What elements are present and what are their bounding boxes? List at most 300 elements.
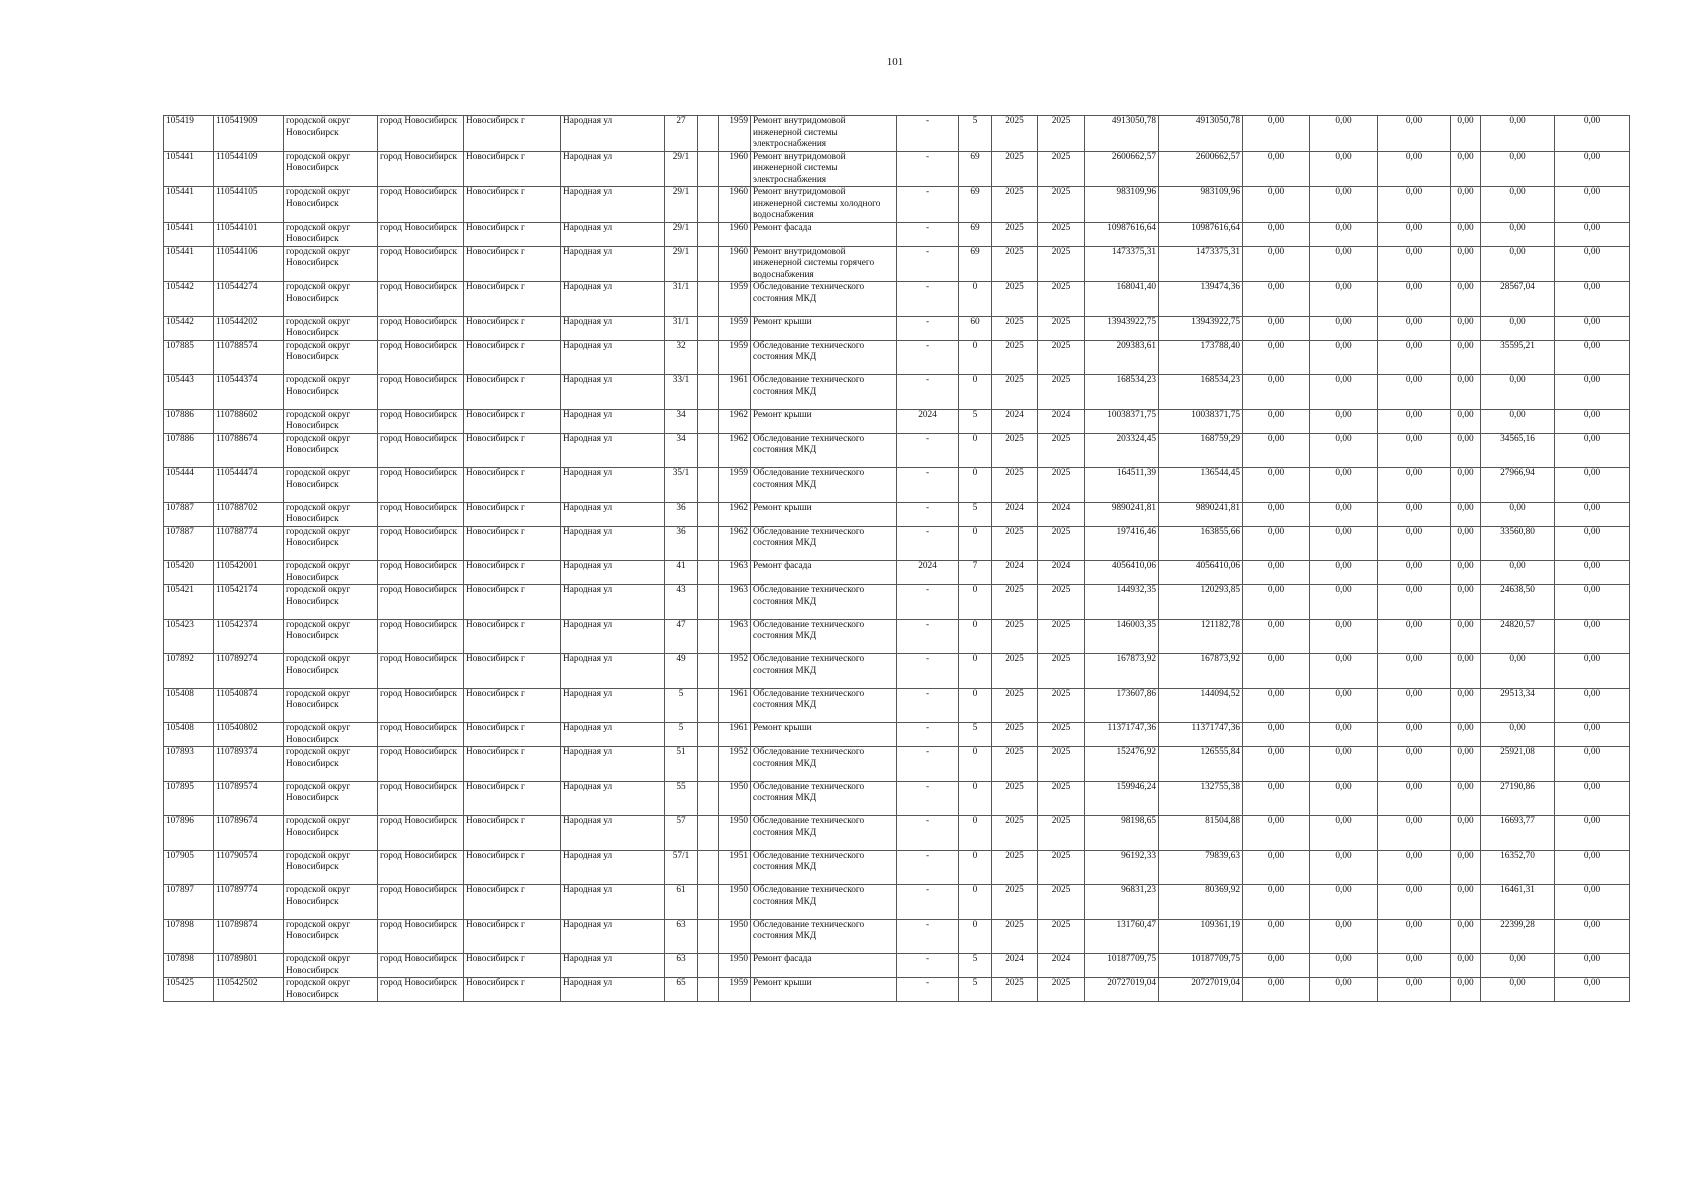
cell-amount-4: 0,00 [1451, 340, 1481, 375]
cell-amount-1: 0,00 [1243, 723, 1310, 747]
cell-amount-5: 34565,16 [1481, 433, 1555, 468]
cell-amount-5: 24820,57 [1481, 619, 1555, 654]
cell-fund-cost: 4056410,06 [1159, 561, 1243, 585]
cell-amount-5: 0,00 [1481, 187, 1555, 223]
cell-letter [698, 502, 719, 526]
cell-plan-to: 2025 [1038, 585, 1085, 620]
cell-amount-3: 0,00 [1378, 502, 1451, 526]
cell-amount-3: 0,00 [1378, 116, 1451, 152]
cell-settlement: город Новосибирск [378, 526, 464, 561]
cell-total-cost: 983109,96 [1085, 187, 1159, 223]
cell-district: городской округ Новосибирск [284, 781, 378, 816]
cell-district: городской округ Новосибирск [284, 151, 378, 187]
cell-settlement: город Новосибирск [378, 282, 464, 317]
cell-work-code: 110788574 [214, 340, 284, 375]
cell-amount-1: 0,00 [1243, 246, 1310, 282]
cell-build-year: 1962 [719, 526, 751, 561]
cell-plan-to: 2025 [1038, 116, 1085, 152]
cell-settlement: город Новосибирск [378, 246, 464, 282]
cell-house: 36 [665, 502, 698, 526]
cell-amount-3: 0,00 [1378, 688, 1451, 723]
table-row [164, 246, 1630, 282]
table-row [164, 688, 1630, 723]
cell-work-type: Обследование технического состояния МКД [751, 468, 897, 503]
cell-amount-2: 0,00 [1310, 151, 1378, 187]
cell-amount-1: 0,00 [1243, 747, 1310, 782]
cell-build-year: 1950 [719, 781, 751, 816]
cell-work-type: Ремонт внутридомовой инженерной системы холодного водоснабжения [751, 187, 897, 223]
cell-plan-to: 2025 [1038, 919, 1085, 954]
cell-prev-year: - [897, 723, 959, 747]
cell-work-type: Обследование технического состояния МКД [751, 850, 897, 885]
cell-amount-6: 0,00 [1555, 151, 1630, 187]
cell-amount-1: 0,00 [1243, 187, 1310, 223]
cell-wear: 0 [959, 919, 992, 954]
cell-work-type: Обследование технического состояния МКД [751, 619, 897, 654]
cell-settlement: город Новосибирск [378, 340, 464, 375]
cell-prev-year: - [897, 688, 959, 723]
cell-fund-cost: 126555,84 [1159, 747, 1243, 782]
cell-amount-5: 0,00 [1481, 723, 1555, 747]
cell-district: городской округ Новосибирск [284, 246, 378, 282]
cell-build-year: 1950 [719, 954, 751, 978]
cell-amount-3: 0,00 [1378, 409, 1451, 433]
cell-amount-5: 0,00 [1481, 654, 1555, 689]
cell-plan-to: 2025 [1038, 151, 1085, 187]
cell-fund-cost: 79839,63 [1159, 850, 1243, 885]
cell-prev-year: - [897, 468, 959, 503]
cell-amount-1: 0,00 [1243, 850, 1310, 885]
cell-city: Новосибирск г [464, 654, 561, 689]
cell-amount-2: 0,00 [1310, 954, 1378, 978]
cell-work-code: 110788602 [214, 409, 284, 433]
cell-district: городской округ Новосибирск [284, 502, 378, 526]
cell-work-code: 110789801 [214, 954, 284, 978]
cell-amount-6: 0,00 [1555, 816, 1630, 851]
cell-work-type: Обследование технического состояния МКД [751, 375, 897, 410]
cell-amount-2: 0,00 [1310, 723, 1378, 747]
cell-amount-3: 0,00 [1378, 954, 1451, 978]
cell-build-year: 1961 [719, 375, 751, 410]
cell-district: городской округ Новосибирск [284, 526, 378, 561]
cell-total-cost: 167873,92 [1085, 654, 1159, 689]
cell-district: городской округ Новосибирск [284, 340, 378, 375]
cell-city: Новосибирск г [464, 316, 561, 340]
cell-fund-cost: 10187709,75 [1159, 954, 1243, 978]
cell-work-code: 110544106 [214, 246, 284, 282]
cell-work-type: Ремонт внутридомовой инженерной системы электроснабжения [751, 116, 897, 152]
cell-prev-year: - [897, 433, 959, 468]
cell-fund-cost: 168759,29 [1159, 433, 1243, 468]
cell-district: городской округ Новосибирск [284, 375, 378, 410]
cell-street: Народная ул [561, 246, 665, 282]
cell-house: 55 [665, 781, 698, 816]
cell-district: городской округ Новосибирск [284, 885, 378, 920]
cell-build-year: 1950 [719, 919, 751, 954]
cell-total-cost: 4913050,78 [1085, 116, 1159, 152]
table-row [164, 375, 1630, 410]
cell-district: городской округ Новосибирск [284, 978, 378, 1002]
cell-build-year: 1952 [719, 747, 751, 782]
cell-house: 61 [665, 885, 698, 920]
cell-prev-year: - [897, 116, 959, 152]
cell-amount-5: 0,00 [1481, 316, 1555, 340]
cell-settlement: город Новосибирск [378, 151, 464, 187]
cell-amount-2: 0,00 [1310, 468, 1378, 503]
cell-amount-5: 27966,94 [1481, 468, 1555, 503]
cell-total-cost: 9890241,81 [1085, 502, 1159, 526]
cell-amount-4: 0,00 [1451, 116, 1481, 152]
cell-amount-3: 0,00 [1378, 619, 1451, 654]
cell-letter [698, 561, 719, 585]
table-row [164, 433, 1630, 468]
cell-amount-3: 0,00 [1378, 526, 1451, 561]
cell-total-cost: 13943922,75 [1085, 316, 1159, 340]
cell-amount-3: 0,00 [1378, 654, 1451, 689]
cell-amount-6: 0,00 [1555, 468, 1630, 503]
cell-fund-cost: 139474,36 [1159, 282, 1243, 317]
cell-object-id: 105419 [164, 116, 214, 152]
cell-amount-3: 0,00 [1378, 316, 1451, 340]
cell-prev-year: - [897, 954, 959, 978]
cell-amount-5: 35595,21 [1481, 340, 1555, 375]
cell-house: 35/1 [665, 468, 698, 503]
cell-street: Народная ул [561, 781, 665, 816]
cell-city: Новосибирск г [464, 409, 561, 433]
cell-amount-2: 0,00 [1310, 502, 1378, 526]
cell-amount-4: 0,00 [1451, 747, 1481, 782]
cell-total-cost: 152476,92 [1085, 747, 1159, 782]
cell-plan-to: 2025 [1038, 433, 1085, 468]
cell-build-year: 1959 [719, 978, 751, 1002]
cell-wear: 0 [959, 282, 992, 317]
cell-amount-3: 0,00 [1378, 222, 1451, 246]
cell-work-code: 110544101 [214, 222, 284, 246]
cell-city: Новосибирск г [464, 187, 561, 223]
table-row [164, 316, 1630, 340]
cell-amount-1: 0,00 [1243, 502, 1310, 526]
cell-amount-2: 0,00 [1310, 850, 1378, 885]
cell-house: 5 [665, 688, 698, 723]
cell-wear: 0 [959, 375, 992, 410]
cell-street: Народная ул [561, 340, 665, 375]
cell-plan-to: 2025 [1038, 850, 1085, 885]
cell-fund-cost: 9890241,81 [1159, 502, 1243, 526]
cell-street: Народная ул [561, 816, 665, 851]
cell-amount-1: 0,00 [1243, 619, 1310, 654]
cell-amount-6: 0,00 [1555, 433, 1630, 468]
cell-district: городской округ Новосибирск [284, 187, 378, 223]
cell-city: Новосибирск г [464, 723, 561, 747]
cell-work-code: 110788674 [214, 433, 284, 468]
cell-total-cost: 197416,46 [1085, 526, 1159, 561]
cell-plan-from: 2025 [992, 688, 1038, 723]
cell-city: Новосибирск г [464, 781, 561, 816]
cell-amount-5: 16352,70 [1481, 850, 1555, 885]
cell-letter [698, 222, 719, 246]
cell-work-type: Обследование технического состояния МКД [751, 282, 897, 317]
cell-wear: 0 [959, 585, 992, 620]
cell-plan-to: 2024 [1038, 954, 1085, 978]
cell-amount-4: 0,00 [1451, 954, 1481, 978]
cell-amount-2: 0,00 [1310, 526, 1378, 561]
cell-settlement: город Новосибирск [378, 654, 464, 689]
cell-district: городской округ Новосибирск [284, 688, 378, 723]
cell-plan-to: 2025 [1038, 282, 1085, 317]
cell-amount-4: 0,00 [1451, 409, 1481, 433]
cell-amount-1: 0,00 [1243, 375, 1310, 410]
cell-house: 65 [665, 978, 698, 1002]
cell-amount-5: 0,00 [1481, 954, 1555, 978]
cell-amount-5: 29513,34 [1481, 688, 1555, 723]
cell-plan-to: 2025 [1038, 619, 1085, 654]
cell-district: городской округ Новосибирск [284, 409, 378, 433]
cell-build-year: 1963 [719, 585, 751, 620]
cell-amount-2: 0,00 [1310, 116, 1378, 152]
cell-amount-1: 0,00 [1243, 954, 1310, 978]
cell-plan-from: 2024 [992, 954, 1038, 978]
cell-settlement: город Новосибирск [378, 850, 464, 885]
cell-fund-cost: 121182,78 [1159, 619, 1243, 654]
cell-amount-5: 22399,28 [1481, 919, 1555, 954]
cell-street: Народная ул [561, 954, 665, 978]
table-row [164, 654, 1630, 689]
cell-plan-to: 2025 [1038, 375, 1085, 410]
cell-city: Новосибирск г [464, 585, 561, 620]
cell-street: Народная ул [561, 619, 665, 654]
cell-amount-4: 0,00 [1451, 688, 1481, 723]
cell-prev-year: 2024 [897, 409, 959, 433]
cell-letter [698, 885, 719, 920]
cell-total-cost: 96192,33 [1085, 850, 1159, 885]
cell-street: Народная ул [561, 850, 665, 885]
table-row [164, 850, 1630, 885]
cell-street: Народная ул [561, 919, 665, 954]
cell-street: Народная ул [561, 747, 665, 782]
cell-amount-6: 0,00 [1555, 116, 1630, 152]
cell-wear: 5 [959, 502, 992, 526]
cell-wear: 5 [959, 409, 992, 433]
cell-letter [698, 850, 719, 885]
cell-plan-from: 2025 [992, 222, 1038, 246]
cell-amount-2: 0,00 [1310, 375, 1378, 410]
table-row [164, 116, 1630, 152]
cell-amount-4: 0,00 [1451, 468, 1481, 503]
cell-work-code: 110789874 [214, 919, 284, 954]
cell-plan-from: 2025 [992, 116, 1038, 152]
table-row [164, 502, 1630, 526]
cell-letter [698, 116, 719, 152]
cell-house: 33/1 [665, 375, 698, 410]
cell-amount-1: 0,00 [1243, 282, 1310, 317]
cell-total-cost: 131760,47 [1085, 919, 1159, 954]
cell-amount-1: 0,00 [1243, 409, 1310, 433]
cell-object-id: 105441 [164, 151, 214, 187]
cell-amount-2: 0,00 [1310, 561, 1378, 585]
cell-street: Народная ул [561, 468, 665, 503]
cell-work-type: Ремонт внутридомовой инженерной системы горячего водоснабжения [751, 246, 897, 282]
cell-plan-from: 2024 [992, 561, 1038, 585]
cell-house: 5 [665, 723, 698, 747]
cell-city: Новосибирск г [464, 619, 561, 654]
cell-wear: 0 [959, 850, 992, 885]
cell-total-cost: 4056410,06 [1085, 561, 1159, 585]
cell-object-id: 107887 [164, 502, 214, 526]
cell-settlement: город Новосибирск [378, 747, 464, 782]
cell-work-type: Ремонт внутридомовой инженерной системы электроснабжения [751, 151, 897, 187]
cell-object-id: 107897 [164, 885, 214, 920]
cell-fund-cost: 144094,52 [1159, 688, 1243, 723]
cell-prev-year: - [897, 585, 959, 620]
cell-settlement: город Новосибирск [378, 919, 464, 954]
cell-build-year: 1961 [719, 688, 751, 723]
cell-work-type: Обследование технического состояния МКД [751, 919, 897, 954]
cell-amount-4: 0,00 [1451, 222, 1481, 246]
table-row [164, 468, 1630, 503]
cell-city: Новосибирск г [464, 116, 561, 152]
cell-total-cost: 146003,35 [1085, 619, 1159, 654]
table-row [164, 816, 1630, 851]
cell-work-type: Ремонт крыши [751, 316, 897, 340]
cell-build-year: 1951 [719, 850, 751, 885]
cell-plan-from: 2025 [992, 816, 1038, 851]
cell-amount-4: 0,00 [1451, 850, 1481, 885]
cell-total-cost: 203324,45 [1085, 433, 1159, 468]
cell-work-type: Ремонт крыши [751, 502, 897, 526]
cell-city: Новосибирск г [464, 850, 561, 885]
cell-plan-from: 2025 [992, 747, 1038, 782]
table-row [164, 526, 1630, 561]
cell-total-cost: 10038371,75 [1085, 409, 1159, 433]
cell-plan-from: 2025 [992, 850, 1038, 885]
cell-plan-to: 2025 [1038, 978, 1085, 1002]
table-row [164, 340, 1630, 375]
cell-prev-year: - [897, 747, 959, 782]
cell-district: городской округ Новосибирск [284, 316, 378, 340]
cell-fund-cost: 11371747,36 [1159, 723, 1243, 747]
cell-wear: 0 [959, 340, 992, 375]
cell-amount-4: 0,00 [1451, 619, 1481, 654]
cell-letter [698, 585, 719, 620]
cell-work-code: 110541909 [214, 116, 284, 152]
cell-prev-year: - [897, 151, 959, 187]
cell-settlement: город Новосибирск [378, 954, 464, 978]
cell-object-id: 105441 [164, 187, 214, 223]
cell-build-year: 1950 [719, 816, 751, 851]
cell-build-year: 1963 [719, 561, 751, 585]
cell-amount-4: 0,00 [1451, 246, 1481, 282]
cell-total-cost: 11371747,36 [1085, 723, 1159, 747]
cell-letter [698, 816, 719, 851]
cell-amount-3: 0,00 [1378, 561, 1451, 585]
cell-letter [698, 747, 719, 782]
cell-amount-4: 0,00 [1451, 585, 1481, 620]
cell-wear: 7 [959, 561, 992, 585]
cell-prev-year: - [897, 340, 959, 375]
cell-letter [698, 375, 719, 410]
cell-amount-6: 0,00 [1555, 502, 1630, 526]
cell-city: Новосибирск г [464, 885, 561, 920]
cell-prev-year: - [897, 619, 959, 654]
cell-amount-6: 0,00 [1555, 246, 1630, 282]
cell-street: Народная ул [561, 585, 665, 620]
cell-city: Новосибирск г [464, 816, 561, 851]
cell-plan-to: 2025 [1038, 468, 1085, 503]
cell-prev-year: 2024 [897, 561, 959, 585]
cell-work-code: 110544202 [214, 316, 284, 340]
cell-total-cost: 168041,40 [1085, 282, 1159, 317]
cell-amount-5: 24638,50 [1481, 585, 1555, 620]
cell-amount-1: 0,00 [1243, 688, 1310, 723]
cell-house: 43 [665, 585, 698, 620]
cell-letter [698, 619, 719, 654]
cell-amount-4: 0,00 [1451, 654, 1481, 689]
cell-work-code: 110544374 [214, 375, 284, 410]
cell-street: Народная ул [561, 151, 665, 187]
cell-plan-from: 2025 [992, 468, 1038, 503]
cell-work-type: Ремонт фасада [751, 222, 897, 246]
cell-house: 51 [665, 747, 698, 782]
cell-amount-5: 0,00 [1481, 978, 1555, 1002]
cell-amount-6: 0,00 [1555, 978, 1630, 1002]
cell-prev-year: - [897, 978, 959, 1002]
cell-amount-3: 0,00 [1378, 187, 1451, 223]
cell-build-year: 1960 [719, 151, 751, 187]
cell-amount-2: 0,00 [1310, 316, 1378, 340]
cell-amount-5: 25921,08 [1481, 747, 1555, 782]
cell-settlement: город Новосибирск [378, 723, 464, 747]
cell-amount-6: 0,00 [1555, 340, 1630, 375]
cell-amount-1: 0,00 [1243, 316, 1310, 340]
cell-amount-3: 0,00 [1378, 433, 1451, 468]
cell-settlement: город Новосибирск [378, 816, 464, 851]
cell-plan-from: 2025 [992, 526, 1038, 561]
cell-district: городской округ Новосибирск [284, 561, 378, 585]
cell-amount-6: 0,00 [1555, 850, 1630, 885]
cell-wear: 5 [959, 954, 992, 978]
cell-house: 29/1 [665, 187, 698, 223]
cell-wear: 0 [959, 654, 992, 689]
cell-work-code: 110544105 [214, 187, 284, 223]
cell-amount-3: 0,00 [1378, 885, 1451, 920]
cell-street: Народная ул [561, 526, 665, 561]
cell-district: городской округ Новосибирск [284, 747, 378, 782]
cell-amount-4: 0,00 [1451, 723, 1481, 747]
cell-build-year: 1963 [719, 619, 751, 654]
cell-house: 63 [665, 954, 698, 978]
cell-plan-to: 2025 [1038, 885, 1085, 920]
cell-street: Народная ул [561, 561, 665, 585]
cell-work-code: 110542502 [214, 978, 284, 1002]
cell-plan-to: 2025 [1038, 246, 1085, 282]
cell-object-id: 105420 [164, 561, 214, 585]
cell-object-id: 107886 [164, 433, 214, 468]
cell-district: городской округ Новосибирск [284, 850, 378, 885]
cell-object-id: 107887 [164, 526, 214, 561]
cell-prev-year: - [897, 919, 959, 954]
cell-object-id: 105443 [164, 375, 214, 410]
cell-letter [698, 282, 719, 317]
cell-district: городской округ Новосибирск [284, 282, 378, 317]
cell-work-code: 110789574 [214, 781, 284, 816]
cell-build-year: 1960 [719, 246, 751, 282]
cell-fund-cost: 120293,85 [1159, 585, 1243, 620]
table-row [164, 561, 1630, 585]
cell-district: городской округ Новосибирск [284, 585, 378, 620]
cell-build-year: 1960 [719, 222, 751, 246]
cell-plan-to: 2025 [1038, 222, 1085, 246]
cell-wear: 5 [959, 723, 992, 747]
